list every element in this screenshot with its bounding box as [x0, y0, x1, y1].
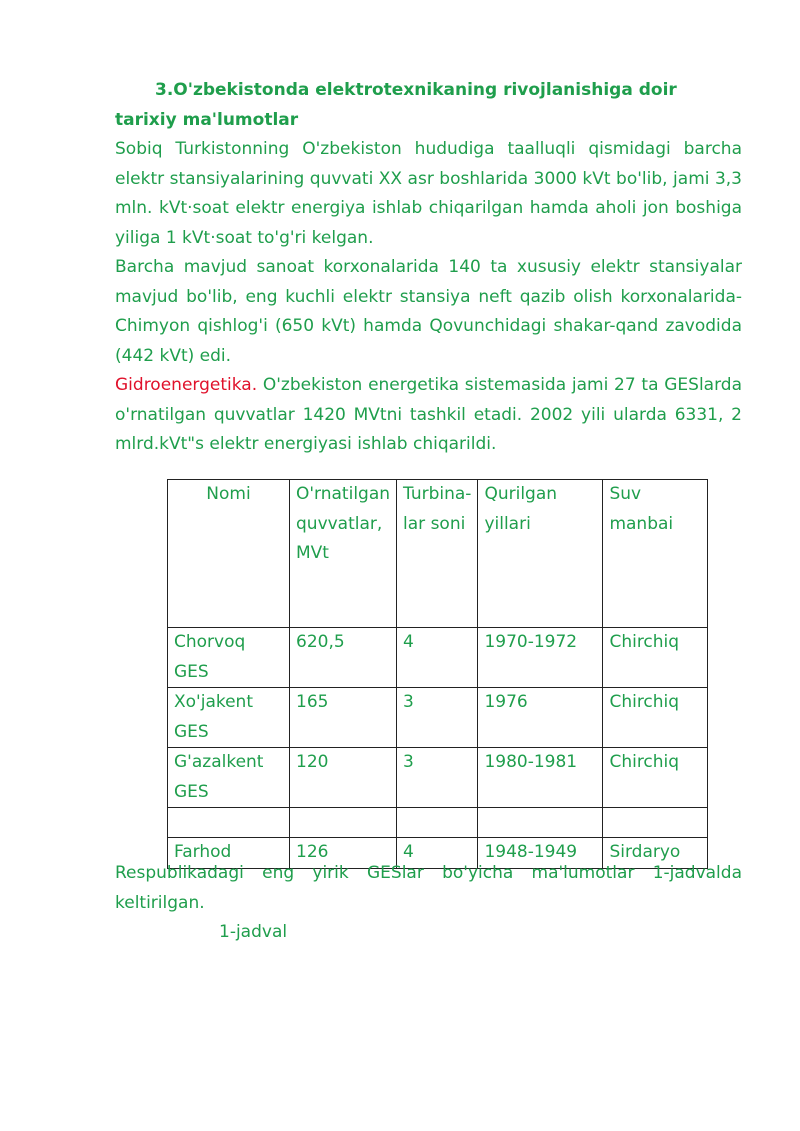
- cell-source: Chirchiq: [603, 688, 708, 748]
- cell-name: Chorvoq GES: [168, 628, 290, 688]
- paragraph-3-text: O'zbekiston energetika sistemasida jami 27 ta GESlarda o'rnatilgan quvvatlar 1420 MVtni tashkil etadi. 2002 yili ularda 6331, 2 mlrd.kVt"s elektr energiyasi ishlab chiqarildi.: [115, 375, 742, 454]
- cell-years: 1976: [478, 688, 603, 748]
- cell-name: Farhod: [168, 838, 290, 869]
- cell-source: Chirchiq: [603, 628, 708, 688]
- cell-power: 620,5: [290, 628, 397, 688]
- cell-years: 1980-1981: [478, 748, 603, 808]
- paragraph-4: Respublikadagi eng yirik GESlar bo'yicha ma'lumotlar 1-jadvalda keltirilgan.: [115, 863, 742, 913]
- table-header-row: [168, 480, 708, 628]
- cell-turbines: 4: [397, 838, 478, 869]
- cell-power: 165: [290, 688, 397, 748]
- cell-name: [168, 808, 290, 838]
- cell-name: G'azalkent GES: [168, 748, 290, 808]
- table-caption: 1-jadval: [219, 922, 288, 942]
- cell-power: 120: [290, 748, 397, 808]
- table-row-empty: [168, 808, 708, 838]
- cell-power: 126: [290, 838, 397, 869]
- table-row: [168, 628, 708, 688]
- cell-source: Sirdaryo: [603, 838, 708, 869]
- header-nomi: Nomi: [168, 480, 290, 628]
- cell-turbines: [397, 808, 478, 838]
- cell-turbines: 4: [397, 628, 478, 688]
- cell-years: 1948-1949: [478, 838, 603, 869]
- cell-turbines: 3: [397, 688, 478, 748]
- paragraph-1: Sobiq Turkistonning O'zbekiston hududiga taalluqli qismidagi barcha elektr stansiyalarining quvvati XX asr boshlarida 3000 kVt bo'lib, jami 3,3 mln. kVt·soat elektr energiya ishlab chiqarilgan hamda aholi jon boshiga yiliga 1 kVt·soat to'g'ri kelgan.: [115, 139, 742, 248]
- header-turbinalar: Turbina-lar soni: [397, 480, 478, 628]
- paragraph-2: Barcha mavjud sanoat korxonalarida 140 ta xususiy elektr stansiyalar mavjud bo'lib, eng kuchli elektr stansiya neft qazib olish korxonalarida-Chimyon qishlog'i (650 kVt) hamda Qovunchidagi shakar-qand zavodida (442 kVt) edi.: [115, 257, 742, 366]
- cell-source: [603, 808, 708, 838]
- header-suv-manbai: Suv manbai: [603, 480, 708, 628]
- cell-name: Xo'jakent GES: [168, 688, 290, 748]
- highlight-gidroenergetika: Gidroenergetika.: [115, 375, 258, 395]
- table-row: [168, 688, 708, 748]
- cell-turbines: 3: [397, 748, 478, 808]
- header-quvvat: O'rnatilgan quvvatlar, MVt: [290, 480, 397, 628]
- section-heading: 3.O'zbekistonda elektrotexnikaning rivojlanishiga doir tarixiy ma'lumotlar: [115, 80, 677, 130]
- after-table-text: [115, 859, 742, 948]
- document-page: [115, 76, 742, 942]
- cell-source: Chirchiq: [603, 748, 708, 808]
- cell-years: 1970-1972: [478, 628, 603, 688]
- ges-table: [167, 479, 708, 869]
- cell-power: [290, 808, 397, 838]
- header-qurilgan-yillari: Qurilgan yillari: [478, 480, 603, 628]
- table-row: [168, 748, 708, 808]
- paragraph-3: [115, 371, 742, 460]
- cell-years: [478, 808, 603, 838]
